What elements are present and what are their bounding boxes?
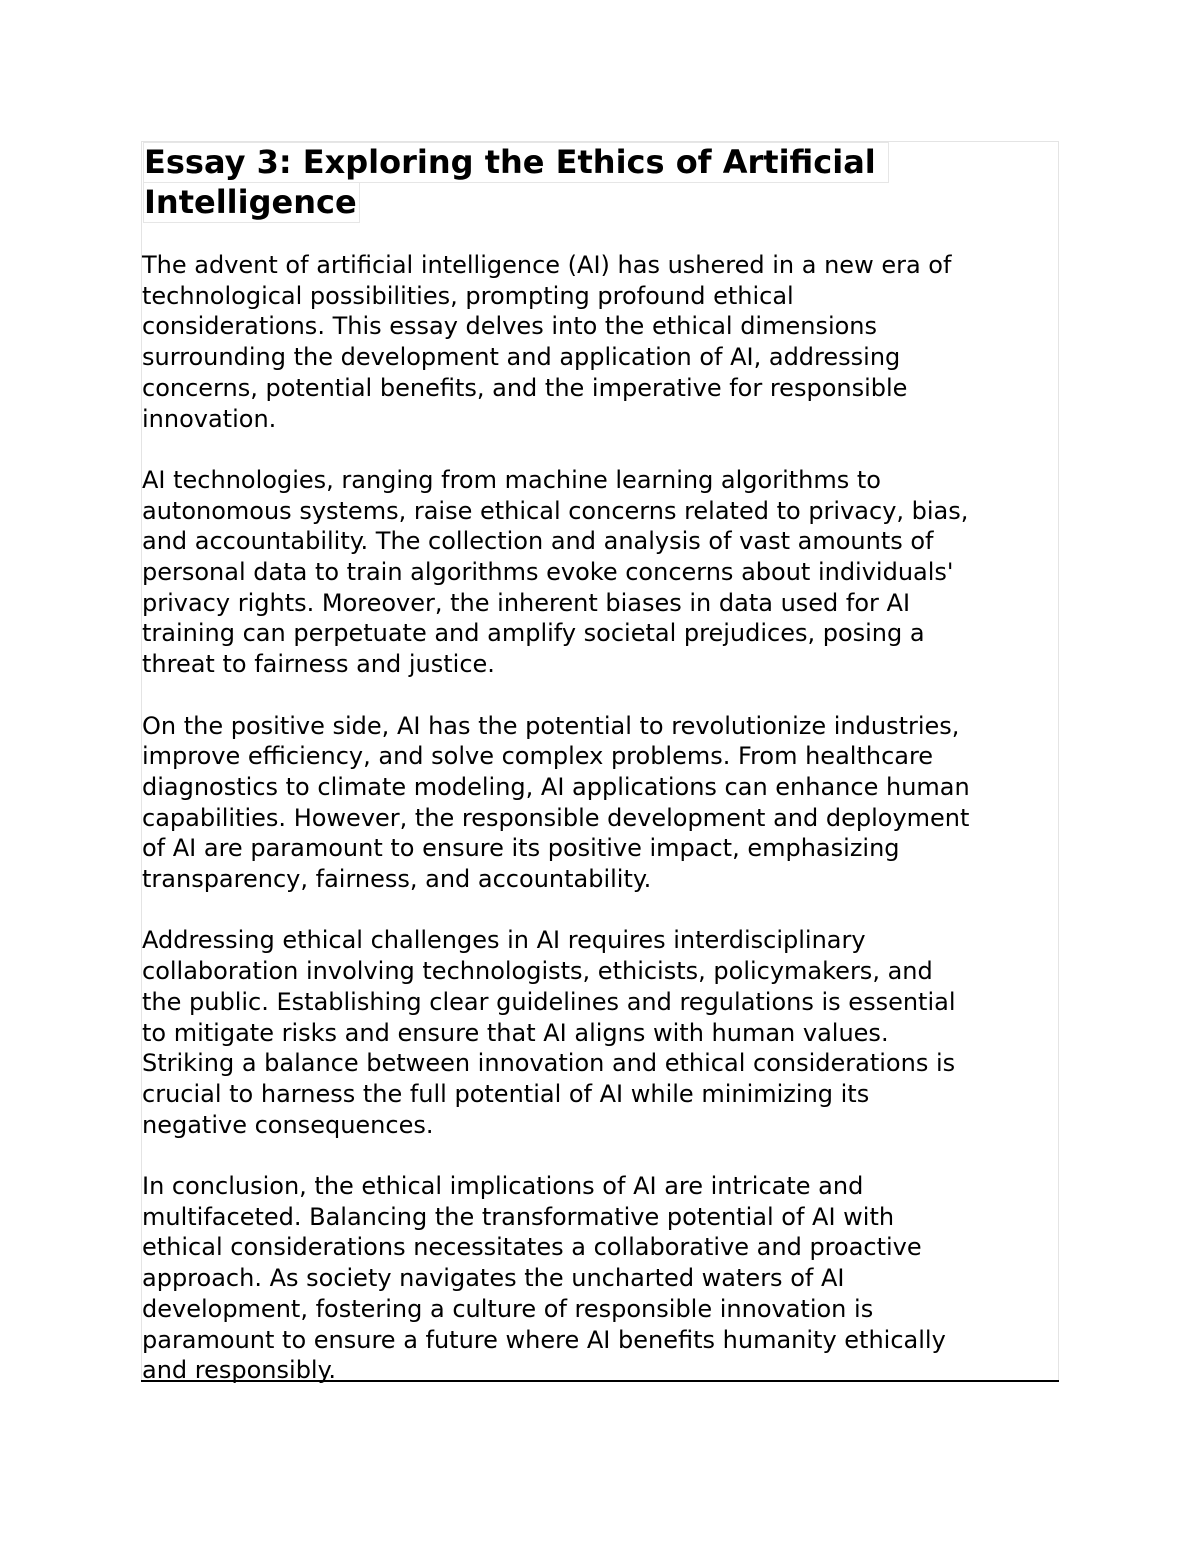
text-line: considerations. This essay delves into the ethical dimensions	[142, 312, 878, 341]
paragraph-2	[142, 465, 1072, 680]
text-line: In conclusion, the ethical implications of AI are intricate and	[142, 1172, 864, 1201]
text-line: of AI are paramount to ensure its positive impact, emphasizing	[142, 834, 900, 863]
text-line: On the positive side, AI has the potential to revolutionize industries,	[142, 711, 960, 740]
title-line-2: Intelligence	[143, 182, 360, 223]
essay-title	[143, 142, 889, 223]
text-line: transparency, fairness, and accountability.	[142, 865, 652, 894]
paragraph-1	[142, 250, 1072, 434]
text-line: improve efficiency, and solve complex problems. From healthcare	[142, 742, 934, 771]
text-line: approach. As society navigates the uncharted waters of AI	[142, 1264, 845, 1293]
text-line: paramount to ensure a future where AI benefits humanity ethically	[142, 1325, 946, 1354]
text-line: innovation.	[142, 404, 277, 433]
text-line: personal data to train algorithms evoke concerns about individuals'	[142, 558, 954, 587]
text-line: technological possibilities, prompting profound ethical	[142, 281, 794, 310]
text-line: to mitigate risks and ensure that AI aligns with human values.	[142, 1018, 889, 1047]
text-line: and accountability. The collection and analysis of vast amounts of	[142, 527, 934, 556]
paragraph-5	[142, 1171, 1072, 1386]
text-line: autonomous systems, raise ethical concerns related to privacy, bias,	[142, 496, 969, 525]
text-line: concerns, potential benefits, and the imperative for responsible	[142, 373, 908, 402]
paragraph-4	[142, 925, 1072, 1140]
text-line: diagnostics to climate modeling, AI applications can enhance human	[142, 772, 970, 801]
text-line: negative consequences.	[142, 1110, 434, 1139]
text-line: ethical considerations necessitates a collaborative and proactive	[142, 1233, 922, 1262]
paragraph-3	[142, 711, 1072, 895]
text-line: capabilities. However, the responsible development and deployment	[142, 803, 970, 832]
text-line: the public. Establishing clear guidelines and regulations is essential	[142, 987, 956, 1016]
text-line: threat to fairness and justice.	[142, 650, 495, 679]
text-line: multifaceted. Balancing the transformative potential of AI with	[142, 1202, 895, 1231]
text-line: collaboration involving technologists, ethicists, policymakers, and	[142, 957, 933, 986]
text-line: AI technologies, ranging from machine learning algorithms to	[142, 465, 881, 494]
text-line: Striking a balance between innovation and ethical considerations is	[142, 1049, 956, 1078]
text-line: development, fostering a culture of responsible innovation is	[142, 1294, 874, 1323]
text-line: The advent of artificial intelligence (AI) has ushered in a new era of	[142, 251, 952, 279]
text-line: surrounding the development and application of AI, addressing	[142, 343, 901, 372]
text-line: and responsibly.	[142, 1356, 337, 1385]
title-line-1: Essay 3: Exploring the Ethics of Artificial	[143, 142, 889, 183]
text-line: crucial to harness the full potential of AI while minimizing its	[142, 1079, 870, 1108]
text-line: Addressing ethical challenges in AI requires interdisciplinary	[142, 926, 866, 955]
text-line: training can perpetuate and amplify societal prejudices, posing a	[142, 619, 925, 648]
text-line: privacy rights. Moreover, the inherent biases in data used for AI	[142, 588, 911, 617]
essay-body	[142, 250, 1072, 1417]
